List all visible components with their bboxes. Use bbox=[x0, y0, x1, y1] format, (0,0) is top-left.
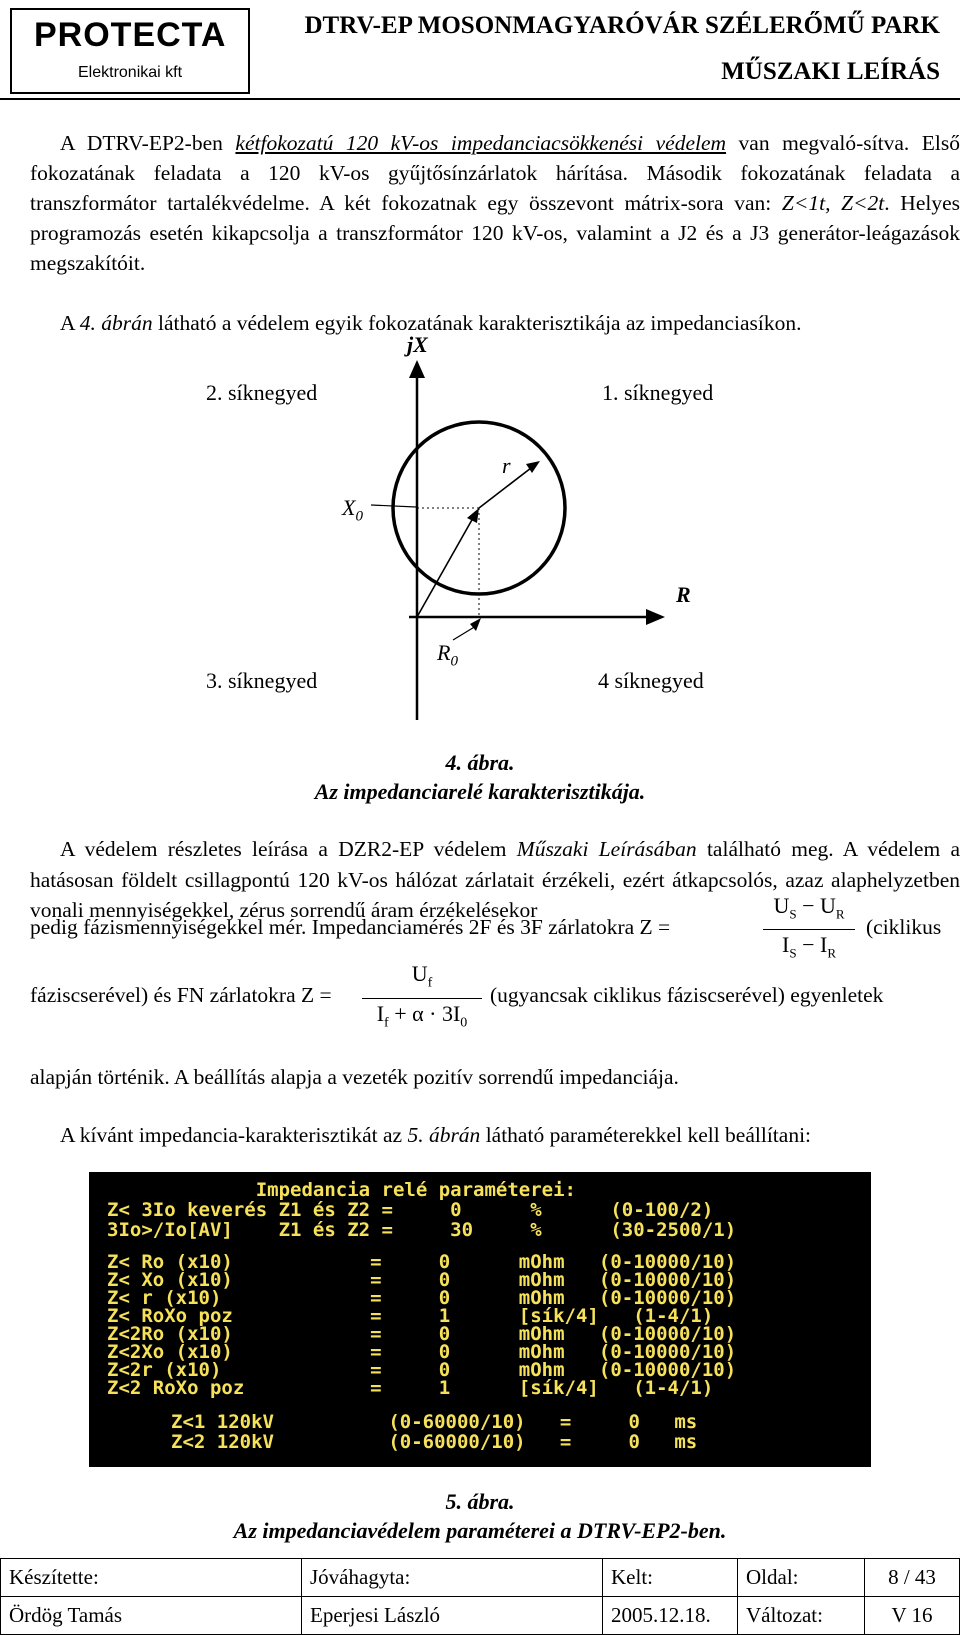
page-number: 8 / 43 bbox=[865, 1559, 960, 1597]
document-subtitle: MŰSZAKI LEÍRÁS bbox=[721, 58, 940, 85]
text-run: található meg. A védelem a hatásosan földelt csillagpontú 120 kV-os hálózat zárlatait érzékeli, ezért átkapcsolós, azaz alaphelyzetben vonali mennyiségekkel, zérus sorrendű áram érzékelésekor bbox=[30, 837, 960, 922]
header-rule bbox=[0, 98, 960, 100]
quadrant-2-label: 2. síknegyed bbox=[206, 380, 318, 405]
logo-sub-text: Elektronikai kft bbox=[78, 64, 183, 81]
text-run: . Helyes programozás esetén kikapcsolja a transzformátor 120 kV-os, valamint a J2 és a J3 generátor-leágazások megszakítóit. bbox=[30, 191, 960, 275]
company-logo bbox=[10, 8, 250, 94]
f1-u: U bbox=[819, 893, 836, 918]
f1-sub: S bbox=[789, 906, 797, 922]
terminal-line: Z<2Xo (x10) = 0 mOhm (0-10000/10) bbox=[107, 1341, 737, 1363]
r0-label bbox=[437, 640, 458, 670]
formula2-denominator bbox=[362, 1001, 482, 1036]
f2-u: U bbox=[411, 961, 428, 986]
f1-i: I bbox=[782, 932, 790, 958]
text-run: látható paraméterekkel kell beállítani: bbox=[480, 1123, 812, 1147]
footer-table bbox=[0, 1558, 960, 1635]
date-value: 2005.12.18. bbox=[603, 1597, 738, 1635]
formula-phase-impedance bbox=[757, 893, 861, 967]
figure4-intro-paragraph bbox=[30, 308, 960, 338]
f1-sub: R bbox=[835, 906, 845, 922]
f1-i: I bbox=[819, 932, 828, 958]
manual-reference: Műszaki Leírásában bbox=[516, 837, 697, 861]
quadrant-1-label: 1. síknegyed bbox=[602, 380, 714, 405]
figure5-caption-text: Az impedanciavédelem paraméterei a DTRV-EP2-ben. bbox=[233, 1518, 727, 1543]
author-name: Ördög Tamás bbox=[1, 1597, 302, 1635]
approver-name: Eperjesi László bbox=[302, 1597, 603, 1635]
f2-sub: f bbox=[384, 1015, 389, 1031]
x0-letter: X bbox=[342, 495, 356, 520]
f1-u: U bbox=[773, 893, 790, 918]
intro-paragraph bbox=[30, 128, 960, 278]
page-header bbox=[0, 0, 960, 100]
page-label: Oldal: bbox=[738, 1559, 865, 1597]
fraction-bar bbox=[763, 929, 855, 930]
impedance-plane-diagram bbox=[0, 340, 960, 740]
terminal-line: Z< 3Io keverés Z1 és Z2 = 0 % (0-100/2) bbox=[107, 1199, 714, 1221]
formula-earth-fault-impedance bbox=[362, 961, 482, 1037]
version-label: Változat: bbox=[738, 1597, 865, 1635]
text-run: A védelem részletes leírása a DZR2-EP védelem bbox=[60, 837, 517, 861]
italic-run: Z<1t, Z<2t bbox=[781, 191, 885, 215]
terminal-line: Z<2 120kV (0-60000/10) = 0 ms bbox=[171, 1431, 698, 1453]
radius-label: r bbox=[502, 453, 511, 478]
quadrant-4-label: 4 síknegyed bbox=[598, 668, 704, 693]
formula-line-2-suffix: (ugyancsak ciklikus fáziscserével) egyenletek bbox=[490, 983, 884, 1007]
f1-minus: − bbox=[802, 932, 815, 958]
figure5-intro-paragraph bbox=[30, 1120, 960, 1150]
f1-sub: R bbox=[827, 945, 836, 961]
fraction-bar bbox=[362, 998, 482, 999]
r-axis-arrow bbox=[646, 609, 665, 625]
f2-alpha: α bbox=[412, 1001, 424, 1027]
f1-sub: S bbox=[789, 945, 797, 961]
text-run: A kívánt impedancia-karakterisztikát az bbox=[60, 1123, 408, 1147]
document-title: DTRV-EP MOSONMAGYARÓVÁR SZÉLERŐMŰ PARK bbox=[304, 12, 940, 39]
footer-row-values bbox=[1, 1597, 960, 1635]
terminal-line: Z< Ro (x10) = 0 mOhm (0-10000/10) bbox=[107, 1251, 737, 1273]
quadrant-3-label: 3. síknegyed bbox=[206, 668, 318, 693]
page-footer bbox=[0, 1558, 960, 1635]
terminal-line: Z< r (x10) = 0 mOhm (0-10000/10) bbox=[107, 1287, 737, 1309]
terminal-line: Z<1 120kV (0-60000/10) = 0 ms bbox=[171, 1411, 698, 1433]
parameter-terminal-screen bbox=[89, 1172, 871, 1467]
r0-subscript: 0 bbox=[450, 653, 458, 670]
terminal-line: 3Io>/Io[AV] Z1 és Z2 = 30 % (30-2500/1) bbox=[107, 1219, 737, 1241]
r0-leader bbox=[453, 626, 476, 640]
figure-reference: 5. ábrán bbox=[407, 1123, 481, 1147]
jx-axis-arrow bbox=[409, 360, 425, 378]
date-label: Kelt: bbox=[603, 1559, 738, 1597]
f2-plus: + bbox=[394, 1001, 407, 1027]
f2-i: I bbox=[376, 1001, 385, 1027]
f1-minus: − bbox=[802, 893, 815, 918]
figure4-caption-number: 4. ábra. bbox=[445, 750, 515, 775]
logo-main-text: PROTECTA bbox=[34, 16, 227, 54]
formula1-denominator bbox=[757, 932, 861, 966]
formula2-numerator bbox=[362, 961, 482, 996]
terminal-line: Z<2Ro (x10) = 0 mOhm (0-10000/10) bbox=[107, 1323, 737, 1345]
r0-letter: R bbox=[437, 640, 451, 665]
terminal-line: Z<2r (x10) = 0 mOhm (0-10000/10) bbox=[107, 1359, 737, 1381]
footer-row-labels bbox=[1, 1559, 960, 1597]
formula1-numerator bbox=[757, 893, 861, 927]
text-run: van megvaló-sítva. Első fokozatának feladata a 120 kV-os gyűjtősínzárlatok hárítása. Második fokozatának feladata a transzformátor tartalékvédelme. A két fokozatnak egy összevont mátrix-sora van: bbox=[30, 131, 960, 215]
terminal-line: Z< RoXo poz = 1 [sík/4] (1-4/1) bbox=[107, 1305, 714, 1327]
formula-line-2-text: fáziscserével) és FN zárlatokra Z = bbox=[30, 983, 332, 1007]
text-run: látható a védelem egyik fokozatának karakterisztikája az impedanciasíkon. bbox=[152, 311, 802, 335]
center-vector bbox=[417, 518, 473, 617]
figure5-caption-number: 5. ábra. bbox=[445, 1489, 515, 1514]
terminal-line: Impedancia relé paraméterei: bbox=[107, 1179, 576, 1201]
x0-subscript: 0 bbox=[355, 508, 363, 525]
author-label: Készítette: bbox=[1, 1559, 302, 1597]
approver-label: Jóváhagyta: bbox=[302, 1559, 603, 1597]
f2-dot: · bbox=[429, 1001, 437, 1027]
figure-reference: 4. ábrán bbox=[79, 311, 153, 335]
formula-line-3-text: alapján történik. A beállítás alapja a vezeték pozitív sorrendű impedanciája. bbox=[30, 1065, 679, 1089]
protection-link[interactable]: kétfokozatú 120 kV-os impedanciacsökkenési védelem bbox=[235, 131, 727, 155]
f2-3i: 3I bbox=[441, 1001, 461, 1027]
terminal-line: Z<2 RoXo poz = 1 [sík/4] (1-4/1) bbox=[107, 1377, 714, 1399]
figure4-caption-text: Az impedanciarelé karakterisztikája. bbox=[314, 779, 646, 804]
formula-line-1-text: pedig fázismennyiségekkel mér. Impedanciamérés 2F és 3F zárlatokra Z = bbox=[30, 915, 671, 939]
terminal-line: Z< Xo (x10) = 0 mOhm (0-10000/10) bbox=[107, 1269, 737, 1291]
f2-sub: f bbox=[427, 975, 433, 991]
center-vector-arrow bbox=[467, 508, 479, 523]
x-axis-label: R bbox=[676, 582, 691, 607]
text-run: A bbox=[60, 311, 80, 335]
impedance-characteristic-figure bbox=[0, 332, 960, 740]
version-value: V 16 bbox=[865, 1597, 960, 1635]
x0-label bbox=[342, 495, 363, 525]
y-axis-label: jX bbox=[407, 332, 428, 357]
formula-line-1-suffix: (ciklikus bbox=[866, 915, 942, 939]
text-run: A DTRV-EP2-ben bbox=[60, 131, 236, 155]
f2-sub: 0 bbox=[460, 1015, 468, 1031]
